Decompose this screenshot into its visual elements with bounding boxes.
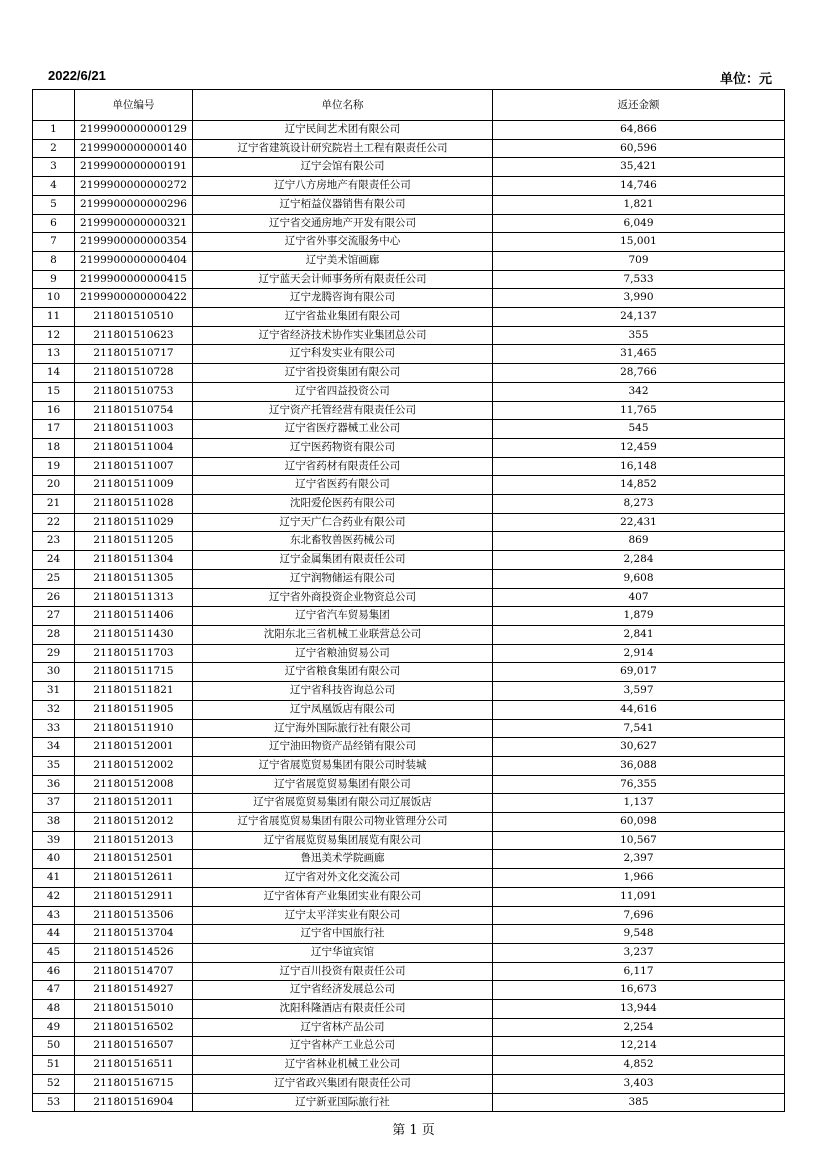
unit-code: 211801511028 [75, 495, 193, 514]
unit-code: 211801516715 [75, 1074, 193, 1093]
table-row [33, 1037, 785, 1056]
unit-code: 211801510717 [75, 345, 193, 364]
unit-code: 211801512011 [75, 794, 193, 813]
unit-name: 辽宁省建筑设计研究院岩土工程有限责任公司 [193, 139, 493, 158]
table-row [33, 513, 785, 532]
refund-amount: 12,214 [493, 1037, 785, 1056]
unit-name: 辽宁省外事交流服务中心 [193, 233, 493, 252]
table-row [33, 1018, 785, 1037]
row-index: 46 [33, 962, 75, 981]
table-row [33, 270, 785, 289]
table-row [33, 1074, 785, 1093]
row-index: 22 [33, 513, 75, 532]
unit-code: 211801510623 [75, 326, 193, 345]
row-index: 28 [33, 625, 75, 644]
table-row [33, 588, 785, 607]
refund-amount: 2,284 [493, 551, 785, 570]
refund-amount: 12,459 [493, 438, 785, 457]
row-index: 1 [33, 121, 75, 140]
refund-amount: 1,966 [493, 869, 785, 888]
unit-code: 211801511313 [75, 588, 193, 607]
refund-amount: 31,465 [493, 345, 785, 364]
row-index: 43 [33, 906, 75, 925]
row-index: 39 [33, 831, 75, 850]
column-header-refund-amount: 返还金额 [493, 90, 785, 121]
table-row [33, 738, 785, 757]
row-index: 11 [33, 308, 75, 327]
unit-code: 211801512001 [75, 738, 193, 757]
unit-name: 辽宁省医药有限公司 [193, 476, 493, 495]
row-index: 10 [33, 289, 75, 308]
refund-amount: 15,001 [493, 233, 785, 252]
refund-amount: 60,098 [493, 813, 785, 832]
unit-name: 辽宁省粮食集团有限公司 [193, 663, 493, 682]
table-row [33, 700, 785, 719]
unit-code: 211801512008 [75, 775, 193, 794]
unit-code: 211801511004 [75, 438, 193, 457]
page-number: 第 1 页 [392, 1123, 435, 1138]
unit-name: 辽宁凤凰饭店有限公司 [193, 700, 493, 719]
unit-code: 211801514526 [75, 943, 193, 962]
unit-code: 211801511430 [75, 625, 193, 644]
refund-amount: 9,548 [493, 925, 785, 944]
unit-name: 辽宁省汽车贸易集团 [193, 607, 493, 626]
refund-amount: 342 [493, 382, 785, 401]
refund-amount: 9,608 [493, 569, 785, 588]
row-index: 24 [33, 551, 75, 570]
unit-code: 211801516904 [75, 1093, 193, 1112]
table-row [33, 719, 785, 738]
refund-amount: 14,746 [493, 177, 785, 196]
unit-code: 2199900000000321 [75, 214, 193, 233]
unit-code: 211801512501 [75, 850, 193, 869]
column-header-unit-name: 单位名称 [193, 90, 493, 121]
table-row [33, 251, 785, 270]
table-row [33, 457, 785, 476]
row-index: 2 [33, 139, 75, 158]
unit-code: 211801512611 [75, 869, 193, 888]
refund-amount: 6,049 [493, 214, 785, 233]
unit-name: 辽宁省展览贸易集团有限公司时装城 [193, 756, 493, 775]
table-row [33, 869, 785, 888]
unit-code: 211801511205 [75, 532, 193, 551]
unit-code: 211801511305 [75, 569, 193, 588]
unit-name: 辽宁栢益仪器销售有限公司 [193, 195, 493, 214]
unit-code: 2199900000000415 [75, 270, 193, 289]
unit-code: 2199900000000296 [75, 195, 193, 214]
unit-name: 辽宁八方房地产有限责任公司 [193, 177, 493, 196]
table-header-row [33, 90, 785, 121]
refund-amount: 64,866 [493, 121, 785, 140]
refund-amount: 3,403 [493, 1074, 785, 1093]
refund-amount: 16,673 [493, 981, 785, 1000]
row-index: 48 [33, 1000, 75, 1019]
unit-name: 辽宁龙腾咨询有限公司 [193, 289, 493, 308]
unit-name: 辽宁省展览贸易集团展览有限公司 [193, 831, 493, 850]
table-row [33, 401, 785, 420]
table-row [33, 831, 785, 850]
refund-amount: 2,841 [493, 625, 785, 644]
refund-table [32, 89, 785, 1112]
refund-amount: 30,627 [493, 738, 785, 757]
row-index: 23 [33, 532, 75, 551]
refund-amount: 60,596 [493, 139, 785, 158]
unit-name: 辽宁省医疗器械工业公司 [193, 420, 493, 439]
table-row [33, 382, 785, 401]
unit-code: 211801516502 [75, 1018, 193, 1037]
refund-amount: 35,421 [493, 158, 785, 177]
refund-amount: 2,914 [493, 644, 785, 663]
refund-amount: 7,541 [493, 719, 785, 738]
row-index: 12 [33, 326, 75, 345]
row-index: 53 [33, 1093, 75, 1112]
table-row [33, 1056, 785, 1075]
unit-name: 辽宁润物储运有限公司 [193, 569, 493, 588]
row-index: 3 [33, 158, 75, 177]
table-row [33, 345, 785, 364]
unit-name: 辽宁会馆有限公司 [193, 158, 493, 177]
row-index: 16 [33, 401, 75, 420]
unit-name: 辽宁省展览贸易集团有限公司辽展饭店 [193, 794, 493, 813]
row-index: 21 [33, 495, 75, 514]
column-header-unit-code: 单位编号 [75, 90, 193, 121]
report-date: 2022/6/21 [48, 68, 106, 83]
row-index: 44 [33, 925, 75, 944]
unit-name: 辽宁省交通房地产开发有限公司 [193, 214, 493, 233]
unit-code: 2199900000000140 [75, 139, 193, 158]
refund-amount: 407 [493, 588, 785, 607]
table-row [33, 233, 785, 252]
unit-code: 211801513704 [75, 925, 193, 944]
refund-amount: 44,616 [493, 700, 785, 719]
unit-code: 2199900000000272 [75, 177, 193, 196]
column-header-index [33, 90, 75, 121]
refund-amount: 6,117 [493, 962, 785, 981]
unit-name: 辽宁省药材有限责任公司 [193, 457, 493, 476]
table-row [33, 420, 785, 439]
refund-amount: 385 [493, 1093, 785, 1112]
unit-name: 东北畜牧兽医药械公司 [193, 532, 493, 551]
row-index: 9 [33, 270, 75, 289]
unit-code: 211801511905 [75, 700, 193, 719]
unit-code: 2199900000000354 [75, 233, 193, 252]
unit-name: 辽宁省对外文化交流公司 [193, 869, 493, 888]
unit-name: 沈阳爱伦医药有限公司 [193, 495, 493, 514]
unit-name: 辽宁民间艺术团有限公司 [193, 121, 493, 140]
unit-name: 辽宁省体育产业集团实业有限公司 [193, 887, 493, 906]
unit-name: 辽宁蓝天会计师事务所有限责任公司 [193, 270, 493, 289]
unit-name: 辽宁新亚国际旅行社 [193, 1093, 493, 1112]
unit-name: 辽宁省粮油贸易公司 [193, 644, 493, 663]
table-row [33, 1093, 785, 1112]
row-index: 50 [33, 1037, 75, 1056]
unit-code: 211801511910 [75, 719, 193, 738]
table-row [33, 813, 785, 832]
table-row [33, 925, 785, 944]
table-row [33, 158, 785, 177]
table-row [33, 476, 785, 495]
row-index: 30 [33, 663, 75, 682]
row-index: 32 [33, 700, 75, 719]
refund-amount: 3,597 [493, 682, 785, 701]
unit-code: 2199900000000191 [75, 158, 193, 177]
unit-name: 辽宁省展览贸易集团有限公司 [193, 775, 493, 794]
refund-amount: 545 [493, 420, 785, 439]
table-row [33, 775, 785, 794]
refund-amount: 11,091 [493, 887, 785, 906]
table-row [33, 551, 785, 570]
row-index: 51 [33, 1056, 75, 1075]
unit-code: 211801513506 [75, 906, 193, 925]
table-row [33, 625, 785, 644]
currency-unit: 单位：元 [719, 71, 772, 86]
table-row [33, 887, 785, 906]
unit-name: 鲁迅美术学院画廊 [193, 850, 493, 869]
row-index: 41 [33, 869, 75, 888]
unit-code: 2199900000000404 [75, 251, 193, 270]
table-row [33, 794, 785, 813]
refund-amount: 36,088 [493, 756, 785, 775]
unit-code: 2199900000000422 [75, 289, 193, 308]
refund-amount: 1,821 [493, 195, 785, 214]
unit-name: 辽宁省林产工业总公司 [193, 1037, 493, 1056]
table-row [33, 495, 785, 514]
table-row [33, 644, 785, 663]
unit-code: 211801510753 [75, 382, 193, 401]
refund-amount: 3,990 [493, 289, 785, 308]
row-index: 45 [33, 943, 75, 962]
unit-name: 辽宁省中国旅行社 [193, 925, 493, 944]
row-index: 40 [33, 850, 75, 869]
unit-name: 沈阳东北三省机械工业联营总公司 [193, 625, 493, 644]
table-row [33, 121, 785, 140]
refund-amount: 14,852 [493, 476, 785, 495]
table-row [33, 308, 785, 327]
table-row [33, 195, 785, 214]
refund-amount: 2,254 [493, 1018, 785, 1037]
row-index: 6 [33, 214, 75, 233]
unit-code: 2199900000000129 [75, 121, 193, 140]
table-row [33, 906, 785, 925]
row-index: 42 [33, 887, 75, 906]
refund-amount: 3,237 [493, 943, 785, 962]
unit-name: 辽宁省科技咨询总公司 [193, 682, 493, 701]
row-index: 25 [33, 569, 75, 588]
row-index: 37 [33, 794, 75, 813]
table-row [33, 943, 785, 962]
row-index: 19 [33, 457, 75, 476]
row-index: 27 [33, 607, 75, 626]
table-row [33, 289, 785, 308]
row-index: 26 [33, 588, 75, 607]
row-index: 5 [33, 195, 75, 214]
refund-amount: 76,355 [493, 775, 785, 794]
unit-code: 211801512012 [75, 813, 193, 832]
refund-amount: 709 [493, 251, 785, 270]
unit-code: 211801515010 [75, 1000, 193, 1019]
unit-name: 辽宁科发实业有限公司 [193, 345, 493, 364]
table-row [33, 1000, 785, 1019]
table-row [33, 682, 785, 701]
refund-amount: 7,696 [493, 906, 785, 925]
table-row [33, 756, 785, 775]
row-index: 8 [33, 251, 75, 270]
table-row [33, 962, 785, 981]
unit-code: 211801511703 [75, 644, 193, 663]
table-row [33, 607, 785, 626]
unit-name: 辽宁金属集团有限责任公司 [193, 551, 493, 570]
unit-name: 辽宁太平洋实业有限公司 [193, 906, 493, 925]
refund-amount: 10,567 [493, 831, 785, 850]
refund-amount: 69,017 [493, 663, 785, 682]
refund-amount: 13,944 [493, 1000, 785, 1019]
table-row [33, 569, 785, 588]
row-index: 49 [33, 1018, 75, 1037]
unit-code: 211801516507 [75, 1037, 193, 1056]
row-index: 36 [33, 775, 75, 794]
unit-code: 211801514707 [75, 962, 193, 981]
refund-amount: 1,137 [493, 794, 785, 813]
refund-amount: 11,765 [493, 401, 785, 420]
row-index: 38 [33, 813, 75, 832]
refund-amount: 7,533 [493, 270, 785, 289]
unit-code: 211801511715 [75, 663, 193, 682]
refund-amount: 28,766 [493, 364, 785, 383]
unit-name: 辽宁省盐业集团有限公司 [193, 308, 493, 327]
unit-code: 211801514927 [75, 981, 193, 1000]
row-index: 20 [33, 476, 75, 495]
unit-code: 211801510728 [75, 364, 193, 383]
unit-name: 辽宁省展览贸易集团有限公司物业管理分公司 [193, 813, 493, 832]
table-row [33, 532, 785, 551]
refund-amount: 355 [493, 326, 785, 345]
unit-code: 211801512911 [75, 887, 193, 906]
refund-amount: 2,397 [493, 850, 785, 869]
refund-amount: 4,852 [493, 1056, 785, 1075]
unit-name: 辽宁油田物资产品经销有限公司 [193, 738, 493, 757]
row-index: 31 [33, 682, 75, 701]
unit-code: 211801511029 [75, 513, 193, 532]
row-index: 52 [33, 1074, 75, 1093]
unit-code: 211801510510 [75, 308, 193, 327]
refund-amount: 16,148 [493, 457, 785, 476]
unit-name: 辽宁省政兴集团有限责任公司 [193, 1074, 493, 1093]
row-index: 13 [33, 345, 75, 364]
row-index: 14 [33, 364, 75, 383]
unit-code: 211801511821 [75, 682, 193, 701]
table-body [33, 121, 785, 1112]
unit-name: 辽宁省林业机械工业公司 [193, 1056, 493, 1075]
unit-name: 辽宁省四益投资公司 [193, 382, 493, 401]
unit-name: 辽宁天广仁合药业有限公司 [193, 513, 493, 532]
table-row [33, 364, 785, 383]
unit-code: 211801511007 [75, 457, 193, 476]
row-index: 35 [33, 756, 75, 775]
unit-name: 辽宁华谊宾馆 [193, 943, 493, 962]
table-row [33, 438, 785, 457]
unit-name: 辽宁省投资集团有限公司 [193, 364, 493, 383]
unit-code: 211801512002 [75, 756, 193, 775]
row-index: 7 [33, 233, 75, 252]
unit-name: 辽宁资产托管经营有限责任公司 [193, 401, 493, 420]
refund-amount: 24,137 [493, 308, 785, 327]
unit-code: 211801512013 [75, 831, 193, 850]
unit-code: 211801510754 [75, 401, 193, 420]
table-row [33, 139, 785, 158]
row-index: 33 [33, 719, 75, 738]
row-index: 15 [33, 382, 75, 401]
unit-name: 辽宁医药物资有限公司 [193, 438, 493, 457]
refund-amount: 8,273 [493, 495, 785, 514]
unit-name: 辽宁省经济技术协作实业集团总公司 [193, 326, 493, 345]
table-row [33, 850, 785, 869]
unit-name: 辽宁省外商投资企业物资总公司 [193, 588, 493, 607]
table-row [33, 177, 785, 196]
row-index: 34 [33, 738, 75, 757]
row-index: 17 [33, 420, 75, 439]
refund-amount: 22,431 [493, 513, 785, 532]
unit-code: 211801511406 [75, 607, 193, 626]
table-row [33, 663, 785, 682]
unit-name: 辽宁美术馆画廊 [193, 251, 493, 270]
unit-name: 辽宁省经济发展总公司 [193, 981, 493, 1000]
unit-code: 211801516511 [75, 1056, 193, 1075]
table-row [33, 326, 785, 345]
unit-code: 211801511009 [75, 476, 193, 495]
unit-name: 辽宁省林产品公司 [193, 1018, 493, 1037]
row-index: 47 [33, 981, 75, 1000]
row-index: 4 [33, 177, 75, 196]
unit-name: 沈阳科隆酒店有限责任公司 [193, 1000, 493, 1019]
unit-name: 辽宁海外国际旅行社有限公司 [193, 719, 493, 738]
table-row [33, 214, 785, 233]
table-row [33, 981, 785, 1000]
row-index: 18 [33, 438, 75, 457]
row-index: 29 [33, 644, 75, 663]
unit-name: 辽宁百川投资有限责任公司 [193, 962, 493, 981]
refund-amount: 869 [493, 532, 785, 551]
unit-code: 211801511003 [75, 420, 193, 439]
refund-amount: 1,879 [493, 607, 785, 626]
unit-code: 211801511304 [75, 551, 193, 570]
